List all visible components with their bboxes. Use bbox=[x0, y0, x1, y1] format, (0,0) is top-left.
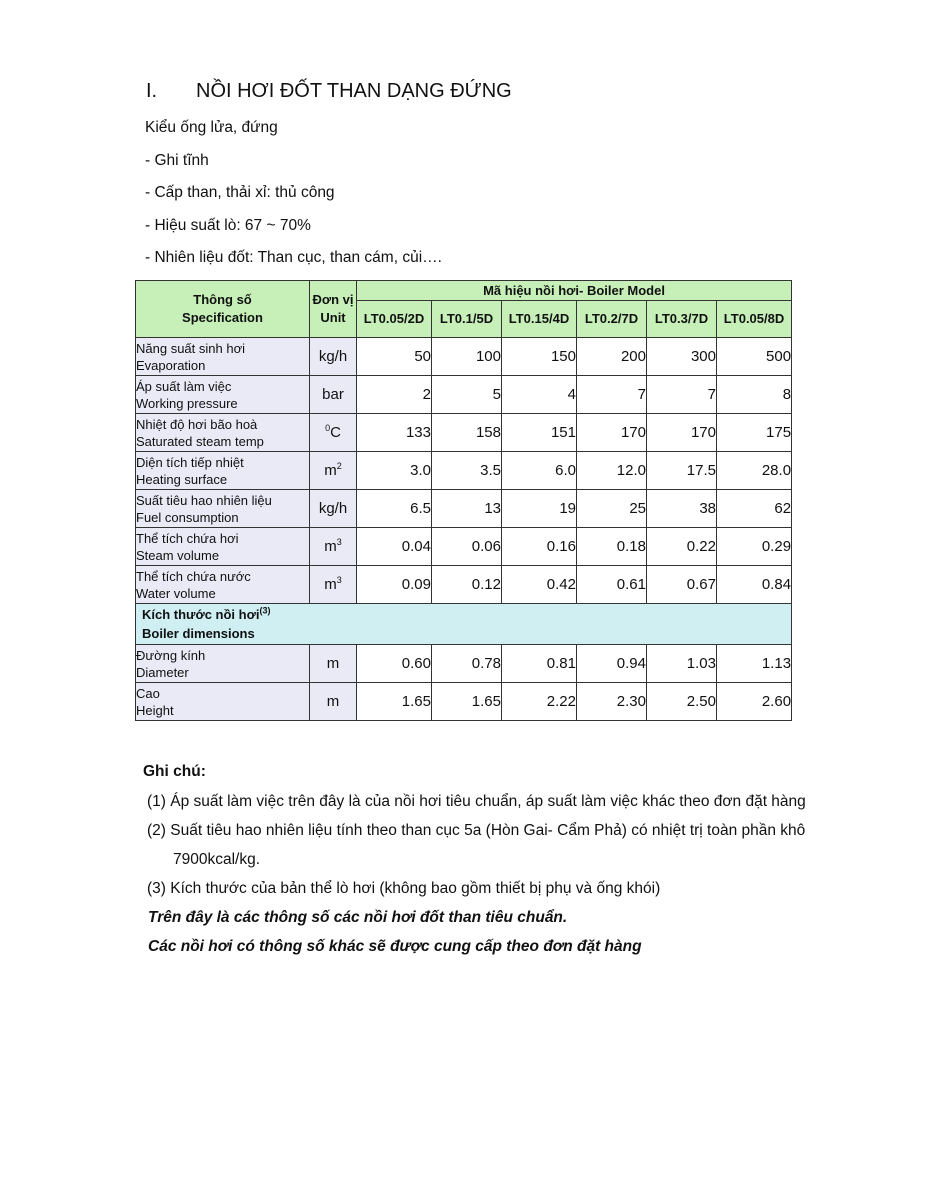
unit-label: m bbox=[326, 655, 340, 672]
value-cell: 2.30 bbox=[577, 683, 647, 721]
group-label-en: Boiler dimensions bbox=[142, 626, 255, 641]
group-label-vi: Kích thước nồi hơi bbox=[142, 607, 260, 622]
value-cell: 17.5 bbox=[647, 452, 717, 490]
value-cell: 0.09 bbox=[357, 566, 432, 604]
model-header: LT0.1/5D bbox=[432, 301, 502, 338]
table-row bbox=[136, 566, 792, 604]
value-cell: 0.18 bbox=[577, 528, 647, 566]
unit-header bbox=[310, 281, 357, 338]
value-cell: 300 bbox=[647, 338, 717, 376]
value-cell: 38 bbox=[647, 490, 717, 528]
section-heading bbox=[146, 80, 512, 103]
spec-label-vi: Đường kính bbox=[136, 647, 206, 663]
spec-label-en: Evaporation bbox=[136, 357, 206, 373]
model-header: LT0.2/7D bbox=[577, 301, 647, 338]
group-cell bbox=[136, 604, 792, 645]
closing-line: Các nồi hơi có thông số khác sẽ được cung cấp theo đơn đặt hàng bbox=[148, 938, 642, 955]
spec-label-en: Water volume bbox=[136, 585, 216, 601]
unit-superscript: 2 bbox=[336, 461, 342, 471]
value-cell: 3.5 bbox=[432, 452, 502, 490]
value-cell: 0.06 bbox=[432, 528, 502, 566]
model-header: LT0.15/4D bbox=[502, 301, 577, 338]
value-cell: 158 bbox=[432, 414, 502, 452]
unit-cell bbox=[310, 452, 357, 490]
value-cell: 500 bbox=[717, 338, 792, 376]
spec-cell bbox=[136, 338, 310, 376]
spec-label-en: Saturated steam temp bbox=[136, 433, 264, 449]
spec-cell bbox=[136, 490, 310, 528]
unit-superscript: 3 bbox=[336, 537, 342, 547]
spec-label-vi: Năng suất sinh hơi bbox=[136, 340, 245, 356]
note-item: (1) Áp suất làm việc trên đây là của nồi hơi tiêu chuẩn, áp suất làm việc khác theo đơn đặt hàng bbox=[147, 793, 806, 810]
model-group-header: Mã hiệu nồi hơi- Boiler Model bbox=[357, 281, 792, 301]
table-row bbox=[136, 338, 792, 376]
value-cell: 0.42 bbox=[502, 566, 577, 604]
spec-cell bbox=[136, 528, 310, 566]
unit-cell bbox=[310, 376, 357, 414]
table-row bbox=[136, 452, 792, 490]
notes-section bbox=[143, 761, 813, 961]
value-cell: 0.61 bbox=[577, 566, 647, 604]
value-cell: 0.81 bbox=[502, 645, 577, 683]
value-cell: 7 bbox=[647, 376, 717, 414]
spec-cell bbox=[136, 645, 310, 683]
unit-cell bbox=[310, 338, 357, 376]
unit-superscript: 3 bbox=[336, 575, 342, 585]
value-cell: 150 bbox=[502, 338, 577, 376]
spec-label-vi: Suất tiêu hao nhiên liệu bbox=[136, 492, 272, 508]
spec-cell bbox=[136, 414, 310, 452]
unit-cell bbox=[310, 645, 357, 683]
spec-cell bbox=[136, 452, 310, 490]
group-row bbox=[136, 604, 792, 645]
unit-label: C bbox=[330, 424, 341, 441]
boiler-spec-table bbox=[135, 280, 792, 721]
value-cell: 175 bbox=[717, 414, 792, 452]
table-row bbox=[136, 376, 792, 414]
value-cell: 62 bbox=[717, 490, 792, 528]
model-header: LT0.3/7D bbox=[647, 301, 717, 338]
value-cell: 2.50 bbox=[647, 683, 717, 721]
unit-label: bar bbox=[322, 386, 344, 403]
unit-cell bbox=[310, 414, 357, 452]
intro-line: - Hiệu suất lò: 67 ~ 70% bbox=[145, 216, 311, 234]
unit-label: m bbox=[324, 576, 337, 593]
unit-label: kg/h bbox=[318, 500, 348, 517]
unit-cell bbox=[310, 528, 357, 566]
section-number: I. bbox=[146, 80, 158, 102]
spec-label-en: Fuel consumption bbox=[136, 509, 239, 525]
spec-label-en: Working pressure bbox=[136, 395, 238, 411]
value-cell: 133 bbox=[357, 414, 432, 452]
value-cell: 151 bbox=[502, 414, 577, 452]
value-cell: 0.94 bbox=[577, 645, 647, 683]
table-row bbox=[136, 490, 792, 528]
note-item: (3) Kích thước của bản thể lò hơi (không bao gồm thiết bị phụ và ống khói) bbox=[147, 880, 661, 897]
value-cell: 2 bbox=[357, 376, 432, 414]
value-cell: 170 bbox=[647, 414, 717, 452]
value-cell: 0.04 bbox=[357, 528, 432, 566]
closing-line: Trên đây là các thông số các nồi hơi đốt than tiêu chuẩn. bbox=[148, 909, 568, 926]
value-cell: 0.84 bbox=[717, 566, 792, 604]
unit-label: m bbox=[326, 693, 340, 710]
model-header: LT0.05/2D bbox=[357, 301, 432, 338]
value-cell: 1.03 bbox=[647, 645, 717, 683]
value-cell: 2.60 bbox=[717, 683, 792, 721]
spec-header bbox=[136, 281, 310, 338]
unit-header-en: Unit bbox=[320, 310, 346, 325]
value-cell: 200 bbox=[577, 338, 647, 376]
intro-line: - Ghi tĩnh bbox=[145, 151, 209, 169]
value-cell: 0.60 bbox=[357, 645, 432, 683]
unit-header-vi: Đơn vị bbox=[312, 292, 354, 307]
intro-list bbox=[145, 117, 442, 280]
spec-label-vi: Thể tích chứa hơi bbox=[136, 530, 239, 546]
value-cell: 0.78 bbox=[432, 645, 502, 683]
spec-label-vi: Thể tích chứa nước bbox=[136, 568, 251, 584]
unit-cell bbox=[310, 566, 357, 604]
spec-label-en: Diameter bbox=[136, 664, 189, 680]
spec-header-vi: Thông số bbox=[193, 292, 252, 307]
value-cell: 4 bbox=[502, 376, 577, 414]
spec-cell bbox=[136, 683, 310, 721]
value-cell: 1.13 bbox=[717, 645, 792, 683]
value-cell: 2.22 bbox=[502, 683, 577, 721]
table-row bbox=[136, 683, 792, 721]
spec-label-vi: Diện tích tiếp nhiệt bbox=[136, 454, 244, 470]
spec-label-en: Heating surface bbox=[136, 471, 228, 487]
value-cell: 7 bbox=[577, 376, 647, 414]
unit-label: kg/h bbox=[318, 348, 348, 365]
value-cell: 0.67 bbox=[647, 566, 717, 604]
table-row bbox=[136, 528, 792, 566]
spec-label-vi: Nhiệt độ hơi bão hoà bbox=[136, 416, 258, 432]
value-cell: 5 bbox=[432, 376, 502, 414]
value-cell: 0.16 bbox=[502, 528, 577, 566]
spec-cell bbox=[136, 566, 310, 604]
spec-cell bbox=[136, 376, 310, 414]
spec-label-en: Height bbox=[136, 702, 174, 718]
model-header: LT0.05/8D bbox=[717, 301, 792, 338]
spec-label-en: Steam volume bbox=[136, 547, 220, 563]
value-cell: 1.65 bbox=[432, 683, 502, 721]
group-superscript: (3) bbox=[259, 605, 271, 616]
value-cell: 25 bbox=[577, 490, 647, 528]
unit-prefix: 0 bbox=[325, 423, 331, 433]
value-cell: 13 bbox=[432, 490, 502, 528]
value-cell: 0.12 bbox=[432, 566, 502, 604]
value-cell: 19 bbox=[502, 490, 577, 528]
value-cell: 1.65 bbox=[357, 683, 432, 721]
value-cell: 100 bbox=[432, 338, 502, 376]
value-cell: 28.0 bbox=[717, 452, 792, 490]
unit-cell bbox=[310, 683, 357, 721]
spec-label-vi: Cao bbox=[136, 685, 160, 701]
note-item: (2) Suất tiêu hao nhiên liệu tính theo than cục 5a (Hòn Gai- Cẩm Phả) có nhiệt trị toàn phần khô 7900kcal/kg. bbox=[147, 822, 806, 868]
value-cell: 8 bbox=[717, 376, 792, 414]
intro-line: Kiểu ống lửa, đứng bbox=[145, 119, 278, 136]
value-cell: 6.5 bbox=[357, 490, 432, 528]
intro-line: - Cấp than, thải xỉ: thủ công bbox=[145, 184, 335, 201]
unit-label: m bbox=[324, 462, 337, 479]
table-row bbox=[136, 414, 792, 452]
value-cell: 6.0 bbox=[502, 452, 577, 490]
value-cell: 0.29 bbox=[717, 528, 792, 566]
notes-title: Ghi chú: bbox=[143, 763, 206, 780]
table-row bbox=[136, 645, 792, 683]
unit-cell bbox=[310, 490, 357, 528]
value-cell: 170 bbox=[577, 414, 647, 452]
value-cell: 12.0 bbox=[577, 452, 647, 490]
spec-header-en: Specification bbox=[182, 310, 263, 325]
section-title: NỒI HƠI ĐỐT THAN DẠNG ĐỨNG bbox=[196, 80, 512, 102]
value-cell: 3.0 bbox=[357, 452, 432, 490]
intro-line: - Nhiên liệu đốt: Than cục, than cám, củi…. bbox=[145, 249, 442, 266]
unit-label: m bbox=[324, 538, 337, 555]
value-cell: 0.22 bbox=[647, 528, 717, 566]
value-cell: 50 bbox=[357, 338, 432, 376]
spec-label-vi: Áp suất làm việc bbox=[136, 378, 232, 394]
